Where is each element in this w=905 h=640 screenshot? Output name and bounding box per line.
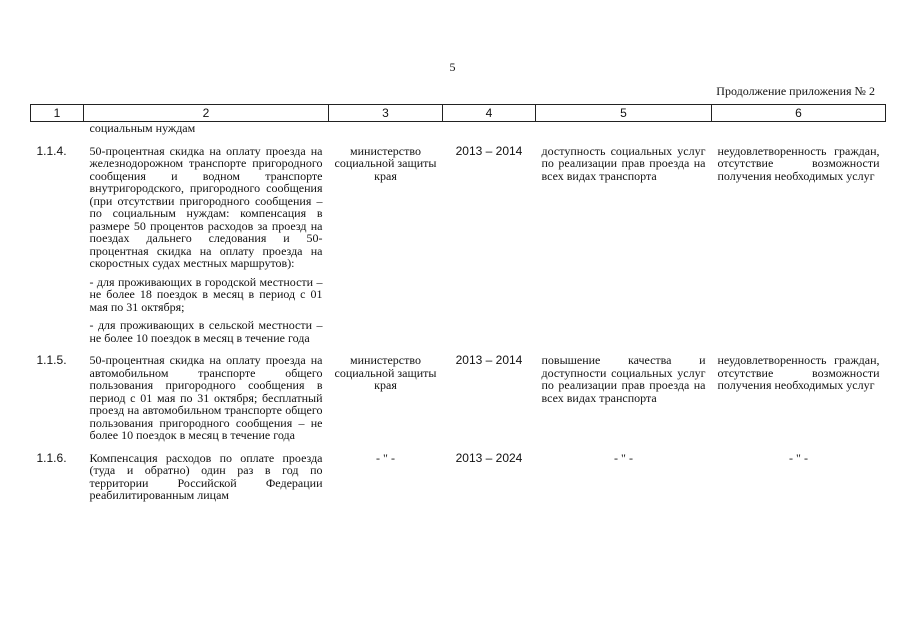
table-row — [31, 442, 886, 502]
header-cell: 6 — [712, 105, 886, 122]
header-row — [31, 105, 886, 122]
carryover-row — [31, 122, 886, 135]
continuation-label: Продолжение приложения № 2 — [716, 84, 875, 98]
row-number: 1.1.5. — [36, 353, 67, 367]
program-table — [30, 104, 886, 502]
row-description — [84, 135, 329, 345]
row-number: 1.1.4. — [36, 143, 67, 158]
row-period: 2013 – 2014 — [455, 143, 523, 158]
description-main: 50-процентная скидка на оплату проезда на железнодорожном транспорте пригородного сообщения и водном транспорте внутригородского, пригородного сообщения (при отсутствии пригородного сообщения – по социальным нуждам: компенсация в размере 50 процентов расходов за проезд на поездах дальнего следования и 50-процентная скидка на оплату проезда на скоростных судах местных маршрутов): — [89, 143, 323, 270]
header-cell: 5 — [536, 105, 712, 122]
table-row — [31, 135, 886, 345]
row-number: 1.1.6. — [36, 450, 67, 465]
header-cell: 2 — [84, 105, 329, 122]
description-subitem: - для проживающих в сельской местности – не более 10 поездок в месяц в течение года — [89, 318, 323, 345]
carryover-text: социальным нуждам — [89, 121, 196, 135]
description-subitem: - для проживающих в городской местности – не более 18 поездок в месяц в период с 01 мая по 31 октября; — [89, 274, 323, 314]
row-result: повышение качества и доступности социальных услуг по реализации прав проезда на всех видах транспорта — [541, 353, 706, 405]
row-consequence: - " - — [789, 450, 808, 465]
page-number: 5 — [449, 60, 456, 74]
table-row — [31, 344, 886, 442]
row-executor: министерство социальной защиты края — [334, 143, 437, 183]
header-cell: 3 — [329, 105, 443, 122]
header-cell: 1 — [31, 105, 84, 122]
row-result: - " - — [614, 450, 633, 465]
row-result: доступность социальных услуг по реализации прав проезда на всех видах транспорта — [541, 143, 706, 183]
row-description: Компенсация расходов по оплате проезда (туда и обратно) один раз в год по территории Российской Федерации реабилитированным лицам — [89, 450, 323, 502]
row-consequence: неудовлетворенность граждан, отсутствие возможности получения необходимых услуг — [717, 143, 880, 183]
row-period: 2013 – 2024 — [455, 450, 523, 465]
row-period: 2013 – 2014 — [455, 353, 523, 367]
row-description: 50-процентная скидка на оплату проезда на автомобильном транспорте общего пользования пригородного сообщения в период с 01 мая по 31 октября; бесплатный проезд на автомобильном транспорте общего пользования пригородного сообщения – не более 10 поездок в месяц в течение года — [89, 353, 323, 442]
row-consequence: неудовлетворенность граждан, отсутствие возможности получения необходимых услуг — [717, 353, 880, 392]
row-executor: министерство социальной защиты края — [334, 353, 437, 392]
header-cell: 4 — [443, 105, 536, 122]
row-executor: - " - — [376, 450, 395, 465]
